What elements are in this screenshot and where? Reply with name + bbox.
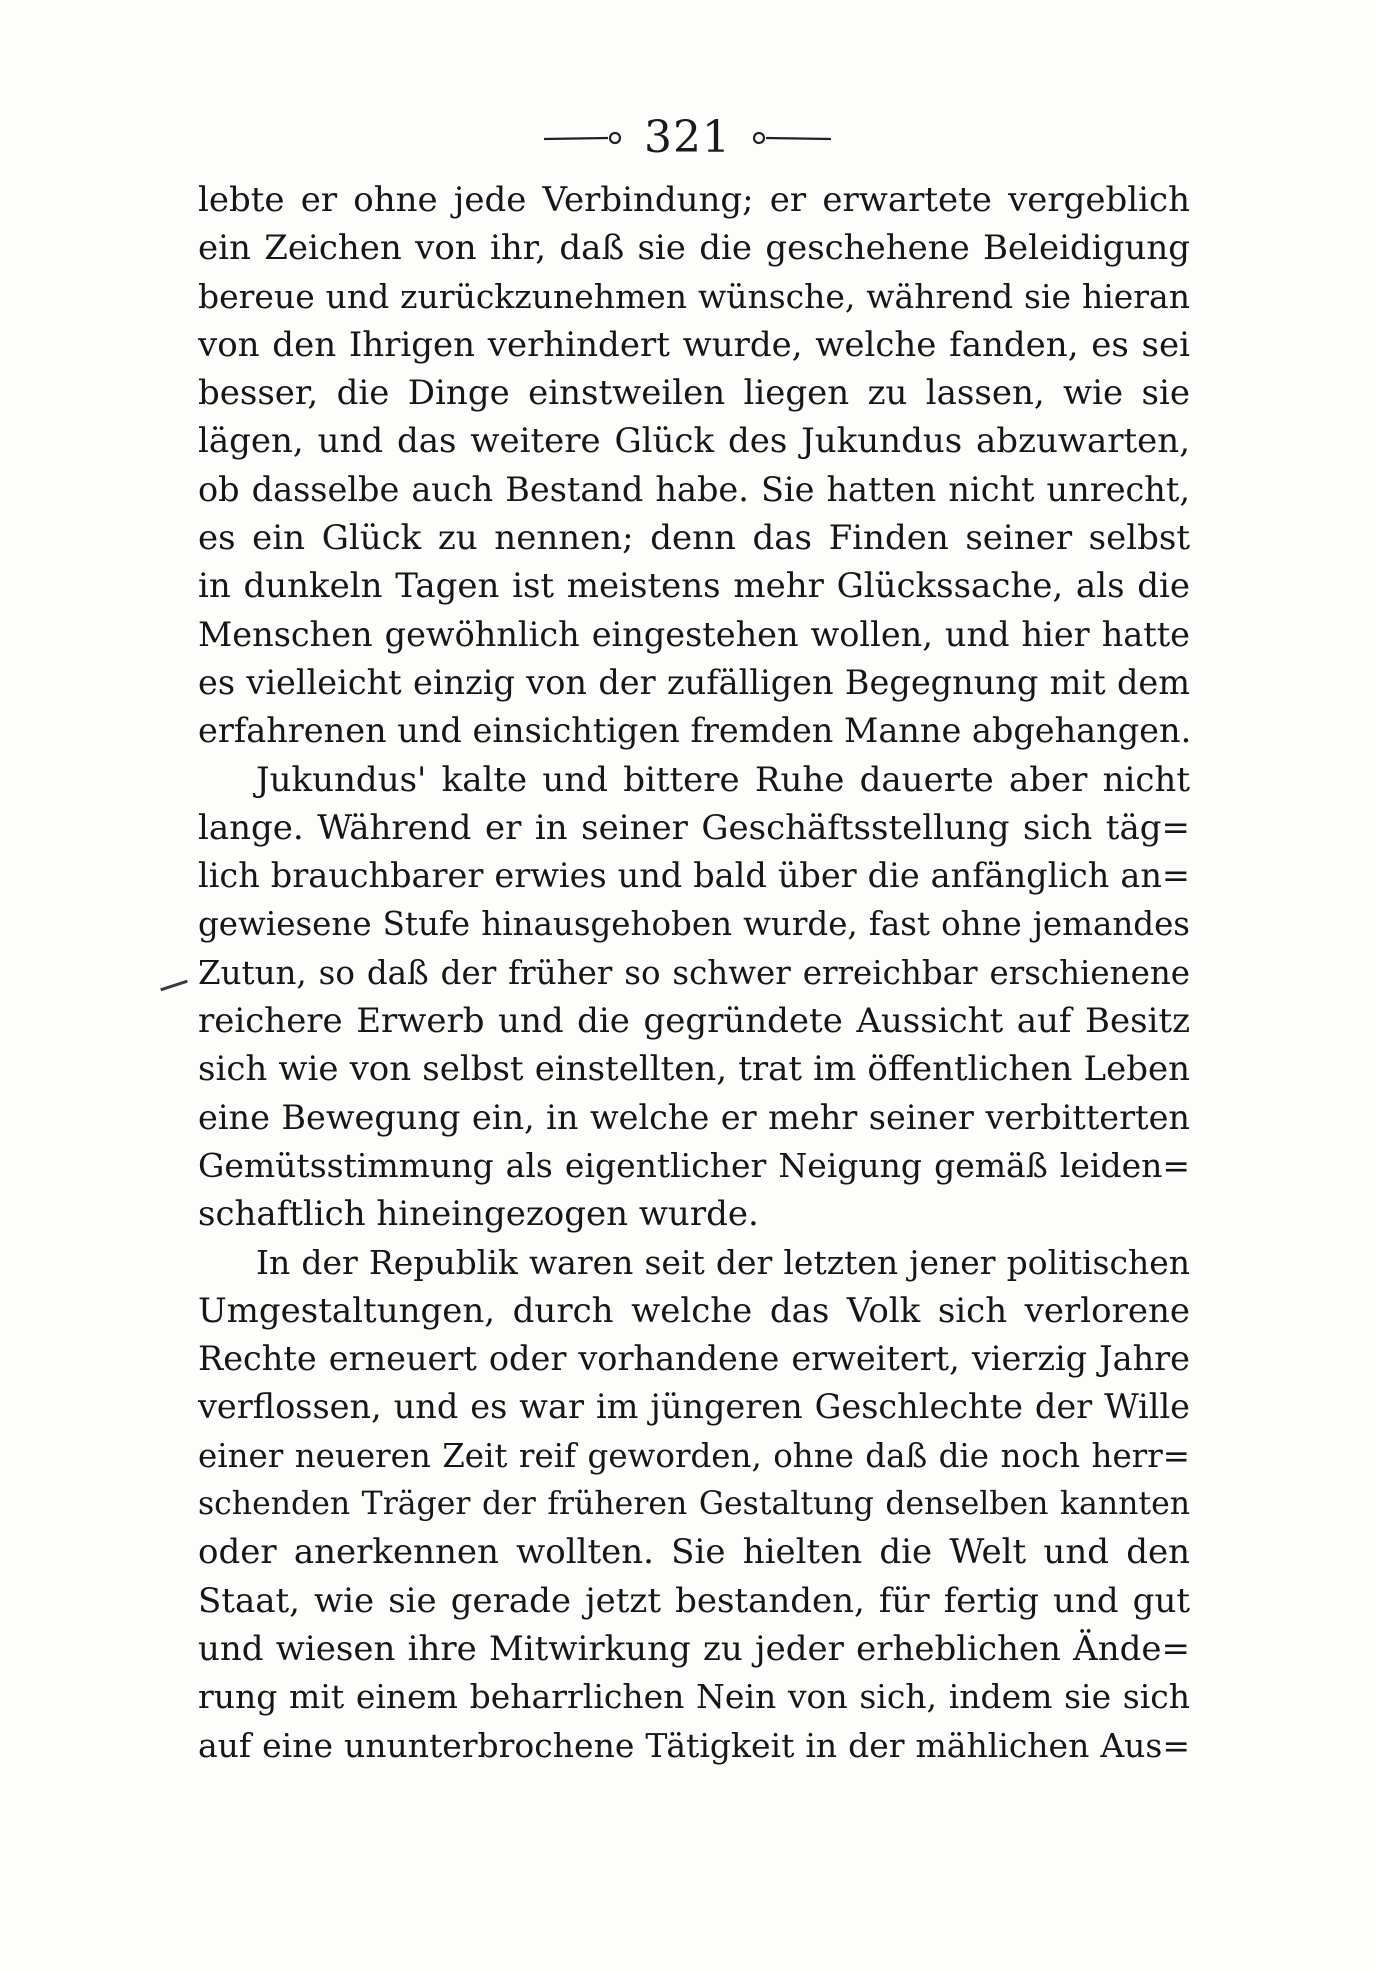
- text-line: auf eine ununterbrochene Tätigkeit in der mählichen Aus=: [198, 1725, 1190, 1765]
- text-line: schaftlich hineingezogen wurde.: [198, 1194, 759, 1235]
- text-line: in dunkeln Tagen ist meistens mehr Glückssache, als die: [198, 566, 1190, 607]
- text-line: gewiesene Stufe hinausgehoben wurde, fast ohne jemandes: [198, 905, 1190, 944]
- text-line: lägen, und das weitere Glück des Jukundus abzuwarten,: [198, 421, 1190, 462]
- text-line: rung mit einem beharrlichen Nein von sich, indem sie sich: [198, 1677, 1190, 1717]
- text-line: oder anerkennen wollten. Sie hielten die Welt und den: [198, 1532, 1190, 1573]
- text-line: verflossen, und es war im jüngeren Geschlechte der Wille: [198, 1387, 1190, 1427]
- text-line: besser, die Dinge einstweilen liegen zu lassen, wie sie: [198, 373, 1190, 414]
- text-line: ob dasselbe auch Bestand habe. Sie hatten nicht unrecht,: [198, 469, 1190, 509]
- text-line: es ein Glück zu nennen; denn das Finden seiner selbst: [198, 518, 1190, 559]
- text-line: sich wie von selbst einstellten, trat im öffentlichen Leben: [198, 1049, 1190, 1090]
- text-line: einer neueren Zeit reif geworden, ohne daß die noch herr=: [198, 1436, 1190, 1475]
- text-line: Staat, wie sie gerade jetzt bestanden, für fertig und gut: [198, 1580, 1190, 1621]
- text-line: ein Zeichen von ihr, daß sie die geschehene Beleidigung: [198, 228, 1190, 269]
- text-line: Rechte erneuert oder vorhandene erweitert, vierzig Jahre: [198, 1339, 1190, 1379]
- text-line: Jukundus' kalte und bittere Ruhe dauerte aber nicht: [256, 759, 1190, 800]
- text-line: es vielleicht einzig von der zufälligen Begegnung mit dem: [198, 662, 1190, 702]
- text-line: reichere Erwerb und die gegründete Aussicht auf Besitz: [198, 1001, 1190, 1042]
- right-ornament-icon: [749, 131, 833, 145]
- text-line: Zutun, so daß der früher so schwer erreichbar erschienene: [198, 953, 1190, 992]
- text-line: von den Ihrigen verhindert wurde, welche fanden, es sei: [198, 324, 1190, 365]
- body-text: [198, 176, 1190, 1770]
- text-line: lebte er ohne jede Verbindung; er erwartete vergeblich: [198, 180, 1190, 220]
- text-line: und wiesen ihre Mitwirkung zu jeder erheblichen Ände=: [198, 1628, 1190, 1669]
- page-header: [0, 108, 1375, 168]
- text-line: eine Bewegung ein, in welche er mehr seiner verbitterten: [198, 1097, 1190, 1137]
- text-line: bereue und zurückzunehmen wünsche, während sie hieran: [198, 276, 1190, 316]
- text-line: Umgestaltungen, durch welche das Volk sich verlorene: [198, 1290, 1190, 1331]
- text-line: lich brauchbarer erwies und bald über die anfänglich an=: [198, 856, 1190, 896]
- text-line: In der Republik waren seit der letzten jener politischen: [256, 1242, 1190, 1282]
- text-line: Menschen gewöhnlich eingestehen wollen, und hier hatte: [198, 614, 1190, 654]
- text-line: schenden Träger der früheren Gestaltung denselben kannten: [198, 1486, 1190, 1523]
- text-line: Gemütsstimmung als eigentlicher Neigung gemäß leiden=: [198, 1145, 1190, 1185]
- text-line: lange. Während er in seiner Geschäftsstellung sich täg=: [198, 807, 1190, 848]
- left-ornament-icon: [542, 131, 626, 145]
- text-line: erfahrenen und einsichtigen fremden Manne abgehangen.: [198, 711, 1192, 751]
- page-number: 321: [644, 112, 731, 163]
- margin-mark: [160, 980, 188, 992]
